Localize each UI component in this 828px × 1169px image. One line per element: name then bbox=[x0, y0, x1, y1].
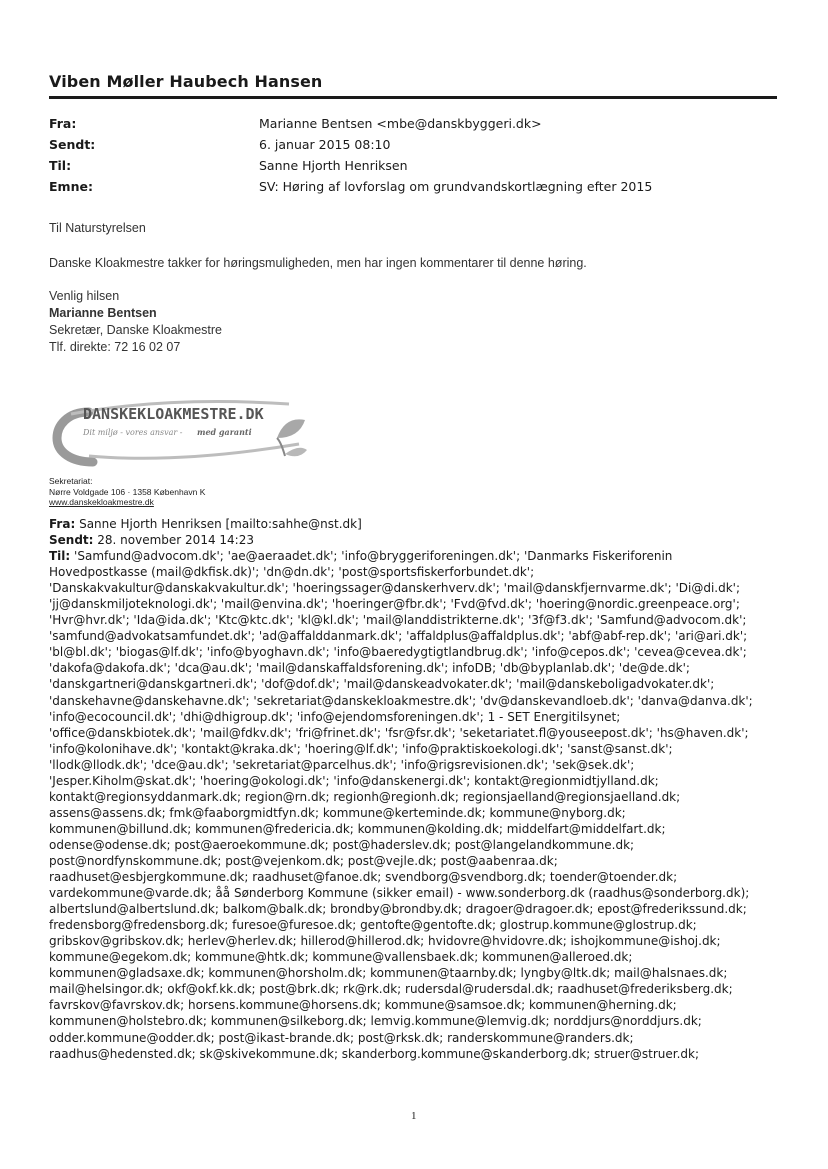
recipient-line: kontakt@regionsyddanmark.dk; region@rn.dk; regionh@regionh.dk; regionsjaelland@regionsjaelland.dk; bbox=[49, 789, 681, 804]
subject-label: Emne: bbox=[49, 179, 93, 194]
recipient-line: odder.kommune@odder.dk; post@ikast-brande.dk; post@rksk.dk; randerskommune@randers.dk; bbox=[49, 1030, 634, 1045]
recipient-line: 'bl@bl.dk'; 'biogas@lf.dk'; 'info@byoghavn.dk'; 'info@baeredygtigtlandbrug.dk'; 'info@cepos.dk'; 'cevea@cevea.dk'; bbox=[49, 645, 747, 660]
recipient-line: assens@assens.dk; fmk@faaborgmidtfyn.dk; kommune@kerteminde.dk; kommune@nyborg.dk; bbox=[49, 805, 626, 820]
header-rule bbox=[49, 96, 777, 99]
greeting: Til Naturstyrelsen bbox=[49, 221, 146, 235]
page-number: 1 bbox=[411, 1110, 417, 1122]
website-link[interactable]: www.danskekloakmestre.dk bbox=[49, 497, 154, 507]
recipient-line: 'Hvr@hvr.dk'; 'Ida@ida.dk'; 'Ktc@ktc.dk'; 'kl@kl.dk'; 'mail@landdistrikterne.dk'; '3f@f3.dk'; 'Samfund@advocom.dk'; bbox=[49, 613, 747, 628]
recipient-line: 'Jesper.Kiholm@skat.dk'; 'hoering@okologi.dk'; 'info@danskenergi.dk'; kontakt@regionmidtjylland.dk; bbox=[49, 773, 659, 788]
recipient-line: 'llodk@llodk.dk'; 'dce@au.dk'; 'sekretariat@parcelhus.dk'; 'info@rigsrevisionen.dk'; 'sek@sek.dk'; bbox=[49, 757, 635, 772]
sent-value: 6. januar 2015 08:10 bbox=[259, 137, 391, 152]
recipient-line: kommunen@holstebro.dk; kommunen@silkeborg.dk; lemvig.kommune@lemvig.dk; norddjurs@norddjurs.dk; bbox=[49, 1014, 702, 1029]
header-to-row bbox=[49, 155, 777, 176]
recipient-line: 'Samfund@advocom.dk'; 'ae@aeraadet.dk'; 'info@bryggeriforeningen.dk'; 'Danmarks Fiskeriforenin bbox=[74, 549, 673, 564]
recipient-line: 'samfund@advokatsamfundet.dk'; 'ad@affalddanmark.dk'; 'affaldplus@affaldplus.dk'; 'abf@abf-rep.dk'; 'ari@ari.dk'; bbox=[49, 629, 748, 644]
logo-name-text: DANSKEKLOAKMESTRE.DK bbox=[83, 405, 264, 423]
fwd-sent-line bbox=[49, 532, 784, 548]
recipient-line: raadhuset@esbjergkommune.dk; raadhuset@fanoe.dk; svendborg@svendborg.dk; toender@toender.dk; bbox=[49, 870, 678, 885]
recipient-line: vardekommune@varde.dk; åå Sønderborg Kommune (sikker email) - www.sonderborg.dk (raadhus@sonderborg.dk); bbox=[49, 886, 750, 901]
recipient-line: 'dakofa@dakofa.dk'; 'dca@au.dk'; 'mail@danskaffaldsforening.dk'; infoDB; 'db@byplanlab.dk'; 'de@de.dk'; bbox=[49, 661, 690, 676]
logo-tagline-part1: Dit miljø - vores ansvar - bbox=[83, 428, 183, 437]
address-street: Nørre Voldgade 106 · 1358 København K bbox=[49, 486, 206, 497]
recipient-line: 'office@danskbiotek.dk'; 'mail@fdkv.dk'; 'fri@frinet.dk'; 'fsr@fsr.dk'; 'seketariatet.fl@youseepost.dk'; 'hs@haven.dk'; bbox=[49, 725, 749, 740]
message-text: Danske Kloakmestre takker for høringsmuligheden, men har ingen kommentarer til denne høring. bbox=[49, 256, 587, 270]
fwd-sent-label: Sendt: bbox=[49, 533, 94, 548]
recipient-line: raadhus@hedensted.dk; sk@skivekommune.dk; skanderborg.kommune@skanderborg.dk; struer@struer.dk; bbox=[49, 1046, 700, 1061]
recipient-line: favrskov@favrskov.dk; horsens.kommune@horsens.dk; kommune@samsoe.dk; kommunen@herning.dk; bbox=[49, 998, 677, 1013]
recipient-line: 'danskgartneri@danskgartneri.dk'; 'dof@dof.dk'; 'mail@danskeadvokater.dk'; 'mail@danskeboligadvokater.dk'; bbox=[49, 677, 715, 692]
fwd-from-value: Sanne Hjorth Henriksen [mailto:sahhe@nst.dk] bbox=[79, 517, 362, 531]
header-from-row bbox=[49, 113, 777, 134]
to-label: Til: bbox=[49, 158, 72, 173]
to-value: Sanne Hjorth Henriksen bbox=[259, 158, 408, 173]
recipient-line: 'Danskakvakultur@danskakvakultur.dk'; 'hoeringssager@danskerhverv.dk'; 'mail@danskfjernvarme.dk'; 'Di@di.dk'; bbox=[49, 581, 741, 596]
from-value: Marianne Bentsen <mbe@danskbyggeri.dk> bbox=[259, 116, 542, 131]
sent-label: Sendt: bbox=[49, 137, 96, 152]
leaf-icon bbox=[277, 419, 307, 456]
recipient-line: gribskov@gribskov.dk; herlev@herlev.dk; hillerod@hillerod.dk; hvidovre@hvidovre.dk; ishojkommune@ishoj.dk; bbox=[49, 934, 721, 949]
from-label: Fra: bbox=[49, 116, 77, 131]
signature-title: Sekretær, Danske Kloakmestre bbox=[49, 323, 222, 337]
recipient-line: 'danskehavne@danskehavne.dk'; 'sekretariat@danskekloakmestre.dk'; 'dv@danskevandloeb.dk'; 'danva@danva.dk'; bbox=[49, 693, 753, 708]
fwd-from-label: Fra: bbox=[49, 517, 76, 531]
recipient-line: 'jj@danskmiljoteknologi.dk'; 'mail@envina.dk'; 'hoeringer@fbr.dk'; 'Fvd@fvd.dk'; 'hoering@nordic.greenpeace.org'; bbox=[49, 597, 740, 612]
address-block bbox=[49, 476, 205, 508]
recipient-line: albertslund@albertslund.dk; balkom@balk.dk; brondby@brondby.dk; dragoer@dragoer.dk; epost@frederikssund.dk; bbox=[49, 902, 747, 917]
danske-kloakmestre-logo bbox=[49, 382, 319, 472]
fwd-to-label: Til: bbox=[49, 549, 71, 564]
recipient-line: Hovedpostkasse (mail@dkfisk.dk)'; 'dn@dn.dk'; 'post@sportsfiskerforbundet.dk'; bbox=[49, 565, 535, 580]
email-header bbox=[49, 113, 777, 197]
logo-tagline-part2: med garanti bbox=[197, 427, 252, 437]
recipient-line: fredensborg@fredensborg.dk; furesoe@furesoe.dk; gentofte@gentofte.dk; glostrup.kommune@glostrup.dk; bbox=[49, 918, 697, 933]
recipient-line: mail@helsingor.dk; okf@okf.kk.dk; post@brk.dk; rk@rk.dk; rudersdal@rudersdal.dk; raadhuset@frederiksberg.dk; bbox=[49, 982, 733, 997]
fwd-to-line bbox=[49, 548, 784, 564]
recipient-line: post@nordfynskommune.dk; post@vejenkom.dk; post@vejle.dk; post@aabenraa.dk; bbox=[49, 853, 558, 868]
header-sent-row bbox=[49, 134, 777, 155]
recipient-line: 'info@ecocouncil.dk'; 'dhi@dhigroup.dk'; 'info@ejendomsforeningen.dk'; 1 - SET Energitilsynet; bbox=[49, 709, 621, 724]
recipient-line: 'info@kolonihave.dk'; 'kontakt@kraka.dk'; 'hoering@lf.dk'; 'info@praktiskoekologi.dk'; 'sanst@sanst.dk'; bbox=[49, 741, 673, 756]
recipient-line: odense@odense.dk; post@aeroekommune.dk; post@haderslev.dk; post@langelandkommune.dk; bbox=[49, 837, 635, 852]
signature bbox=[49, 288, 789, 356]
recipient-line: kommunen@billund.dk; kommunen@fredericia.dk; kommunen@kolding.dk; middelfart@middelfart.dk; bbox=[49, 821, 666, 836]
recipient-line: kommune@egekom.dk; kommune@htk.dk; kommune@vallensbaek.dk; kommunen@alleroed.dk; bbox=[49, 950, 633, 965]
signature-phone: Tlf. direkte: 72 16 02 07 bbox=[49, 340, 181, 354]
signature-name: Marianne Bentsen bbox=[49, 306, 157, 320]
address-label: Sekretariat: bbox=[49, 476, 93, 486]
signature-closing: Venlig hilsen bbox=[49, 289, 120, 303]
fwd-sent-value: 28. november 2014 14:23 bbox=[97, 533, 254, 548]
header-subject-row bbox=[49, 176, 777, 197]
sender-name: Viben Møller Haubech Hansen bbox=[49, 72, 323, 91]
forwarded-message bbox=[49, 516, 784, 1062]
recipient-line: kommunen@gladsaxe.dk; kommunen@horsholm.dk; kommunen@taarnby.dk; lyngby@ltk.dk; mail@halsnaes.dk; bbox=[49, 966, 728, 981]
fwd-from-line bbox=[49, 516, 784, 532]
subject-value: SV: Høring af lovforslag om grundvandskortlægning efter 2015 bbox=[259, 179, 653, 194]
